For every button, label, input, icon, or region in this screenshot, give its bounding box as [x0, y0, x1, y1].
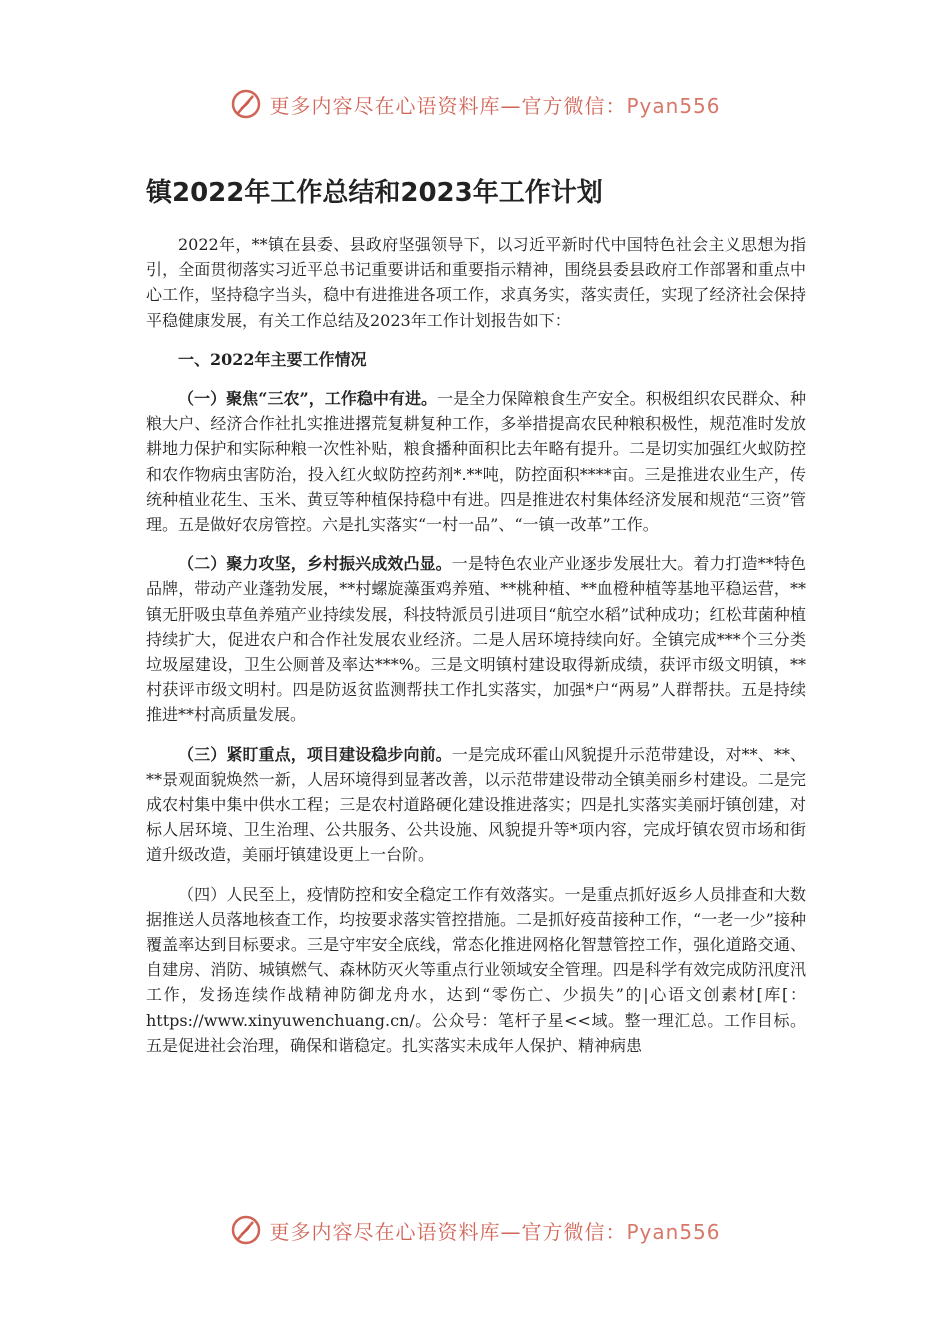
watermark-slogan: 更多内容尽在心语资料库—: [269, 1219, 522, 1244]
item-heading-4: （四）人民至上，疫情防控和安全稳定工作有效落实。: [178, 884, 565, 904]
watermark-wechat-id: Pyan556: [626, 93, 721, 118]
item-heading-2: （二）聚力攻坚，乡村振兴成效凸显。: [178, 554, 452, 574]
intro-paragraph: 2022年，**镇在县委、县政府坚强领导下，以习近平新时代中国特色社会主义思想为指引，全面贯彻落实习近平总书记重要讲话和重要指示精神，围绕县委县政府工作部署和重点中心工作，坚持稳字当头，稳中有进推进各项工作，求真务实，落实责任，实现了经济社会保持平稳健康发展，有关工作总结及2023年工作计划报告如下：: [146, 235, 806, 330]
section-heading: 一、2022年主要工作情况: [178, 349, 367, 369]
watermark-banner-bottom: [0, 1210, 950, 1250]
watermark-wechat-id: Pyan556: [626, 1219, 721, 1244]
item-body-2: 一是特色农业产业逐步发展壮大。着力打造**特色品牌，带动产业蓬勃发展，**村螺旋藻蛋鸡养殖、**桃种植、**血橙种植等基地平稳运营，**镇无肝吸虫草鱼养殖产业持续发展，科技特派员引进项目“航空水稻”试种成功；红松茸菌种植持续扩大，促进农户和合作社发展农业经济。二是人居环境持续向好。全镇完成***个三分类垃圾屋建设，卫生公厕普及率达***%。三是文明镇村建设取得新成绩，获评市级文明镇，**村获评市级文明村。四是防返贫监测帮扶工作扎实落实，加强*户“两易”人群帮扶。五是持续推进**村高质量发展。: [146, 554, 806, 725]
item-body-3: 一是完成环霍山风貌提升示范带建设，对**、**、**景观面貌焕然一新，人居环境得到显著改善，以示范带建设带动全镇美丽乡村建设。二是完成农村集中集中供水工程；三是农村道路硬化建设推进落实；四是扎实落实美丽圩镇创建，对标人居环境、卫生治理、公共服务、公共设施、风貌提升等*项内容，完成圩镇农贸市场和街道升级改造，美丽圩镇建设更上一台阶。: [146, 744, 806, 865]
item-heading-1: （一）聚焦“三农”，工作稳中有进。: [178, 389, 438, 409]
item-paragraph-2: [146, 551, 806, 727]
item-paragraph-3: [146, 742, 806, 868]
brand-logo-icon: [229, 87, 263, 121]
watermark-wechat-label: 官方微信：: [521, 93, 627, 118]
item-body-1: 一是全力保障粮食生产安全。积极组织农民群众、种粮大户、经济合作社扎实推进撂荒复耕复种工作，多举措提高农民种粮积极性，规范准时发放耕地力保护和实际种粮一次性补贴，粮食播种面积比去年略有提升。二是切实加强红火蚁防控和农作物病虫害防治，投入红火蚁防控药剂*.**吨，防控面积****亩。三是推进农业生产，传统种植业花生、玉米、黄豆等种植保持稳中有进。四是推进农村集体经济发展和规范“三资”管理。五是做好农房管控。六是扎实落实“一村一品”、“一镇一改革”工作。: [146, 389, 806, 535]
watermark-text: [269, 1216, 720, 1245]
document-title: 镇2022年工作总结和2023年工作计划: [146, 178, 603, 208]
item-paragraph-4: [146, 882, 806, 1058]
watermark-slogan: 更多内容尽在心语资料库—: [269, 93, 522, 118]
watermark-text: [269, 90, 720, 119]
brand-logo-icon: [229, 1213, 263, 1247]
document-body: [146, 232, 806, 1058]
item-paragraph-1: [146, 386, 806, 537]
item-heading-3: （三）紧盯重点，项目建设稳步向前。: [178, 744, 452, 764]
watermark-wechat-label: 官方微信：: [521, 1219, 627, 1244]
watermark-banner-top: [0, 84, 950, 124]
item-body-4: 一是重点抓好返乡人员排查和大数据推送人员落地核查工作，均按要求落实管控措施。二是抓好疫苗接种工作，“一老一少”接种覆盖率达到目标要求。三是守牢安全底线，常态化推进网格化智慧管控工作，强化道路交通、自建房、消防、城镇燃气、森林防灭火等重点行业领域安全管理。四是科学有效完成防汛度汛工作，发扬连续作战精神防御龙舟水，达到“零伤亡、少损失”的|心语文创素材[库[：https://www.xinyuwenchuang.cn/。公众号：笔杆子星<<域。整一理汇总。工作目标。五是促进社会治理，确保和谐稳定。扎实落实未成年人保护、精神病患: [146, 884, 806, 1055]
